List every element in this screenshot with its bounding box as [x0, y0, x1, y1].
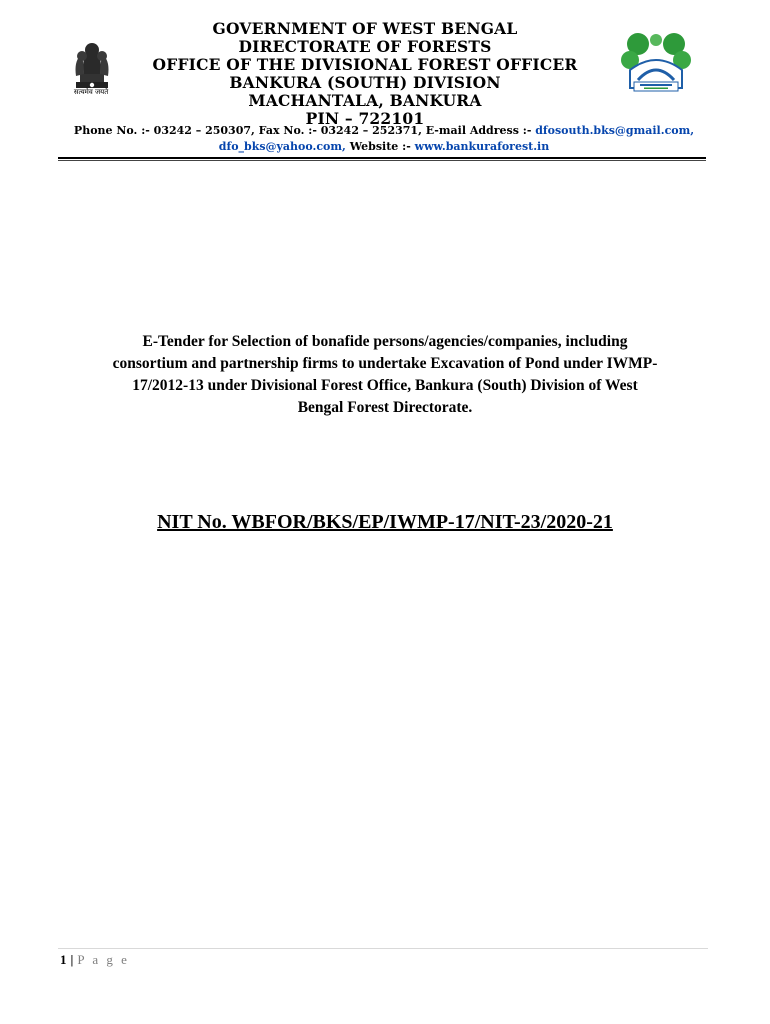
- letterhead-divider: [58, 157, 706, 159]
- contact-line-1: [58, 123, 710, 139]
- subject-line: E-Tender for Selection of bonafide persons/agencies/companies, including: [142, 333, 628, 350]
- page-label: P a g e: [77, 952, 130, 967]
- subject-line: 17/2012-13 under Divisional Forest Office, Bankura (South) Division of West: [132, 377, 638, 394]
- letterhead-line: OFFICE OF THE DIVISIONAL FOREST OFFICER: [152, 55, 578, 74]
- website-label: Website :-: [345, 140, 415, 153]
- letterhead-line: MACHANTALA, BANKURA: [248, 91, 482, 110]
- contact-details: [58, 123, 710, 155]
- email-link-secondary[interactable]: dfo_bks@yahoo.com,: [218, 140, 346, 153]
- footer-separator: |: [70, 952, 74, 967]
- page-footer: [60, 952, 129, 968]
- website-link[interactable]: www.bankuraforest.in: [414, 140, 550, 153]
- letterhead-line: PIN – 722101: [305, 109, 425, 128]
- letterhead-divider-thin: [58, 160, 706, 161]
- letterhead-line: BANKURA (SOUTH) DIVISION: [229, 73, 501, 92]
- tender-subject: [60, 331, 710, 419]
- forest-department-logo-icon: [618, 30, 694, 100]
- footer-divider: [58, 948, 708, 949]
- letterhead-line: GOVERNMENT OF WEST BENGAL: [212, 19, 518, 38]
- emblem-motto: सत्यमेव जयते: [73, 88, 109, 96]
- contact-line-2: [58, 139, 710, 155]
- email-link-primary[interactable]: dfosouth.bks@gmail.com,: [535, 124, 695, 137]
- subject-line: Bengal Forest Directorate.: [297, 399, 473, 416]
- nit-number: NIT No. WBFOR/BKS/EP/IWMP-17/NIT-23/2020-21: [157, 511, 613, 533]
- letterhead-line: DIRECTORATE OF FORESTS: [238, 37, 492, 56]
- contact-phone-fax: Phone No. :- 03242 – 250307, Fax No. :- 03242 – 252371, E-mail Address :-: [73, 124, 536, 137]
- letterhead: [130, 20, 600, 128]
- subject-line: consortium and partnership firms to undertake Excavation of Pond under IWMP-: [112, 355, 658, 372]
- page-number: 1: [60, 952, 67, 967]
